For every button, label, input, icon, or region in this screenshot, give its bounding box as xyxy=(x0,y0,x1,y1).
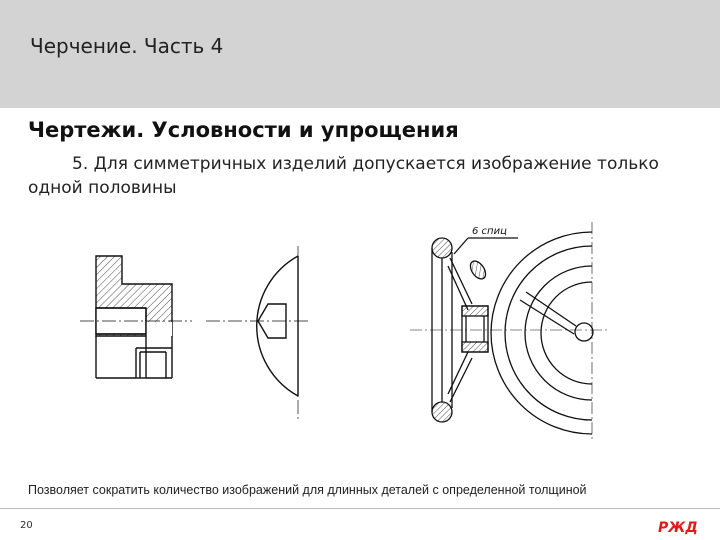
section-view xyxy=(96,256,172,378)
spoke-count-label: 6 спиц xyxy=(472,226,507,237)
handwheel-drawing xyxy=(410,222,610,442)
slide-title: Чертежи. Условности и упрощения xyxy=(28,118,459,142)
caption: Позволяет сократить количество изображений для длинных деталей с определенной толщиной xyxy=(28,483,587,497)
header-bar xyxy=(0,0,720,108)
logo-text: РЖД xyxy=(658,520,698,536)
rzd-logo xyxy=(656,518,704,536)
body-text: 5. Для симметричных изделий допускается изображение только одной половины xyxy=(28,154,659,198)
half-view xyxy=(257,256,298,396)
footer-divider xyxy=(0,508,720,509)
half-view-drawing xyxy=(80,220,310,420)
header-title: Черчение. Часть 4 xyxy=(30,34,224,58)
page-number: 20 xyxy=(20,520,33,531)
